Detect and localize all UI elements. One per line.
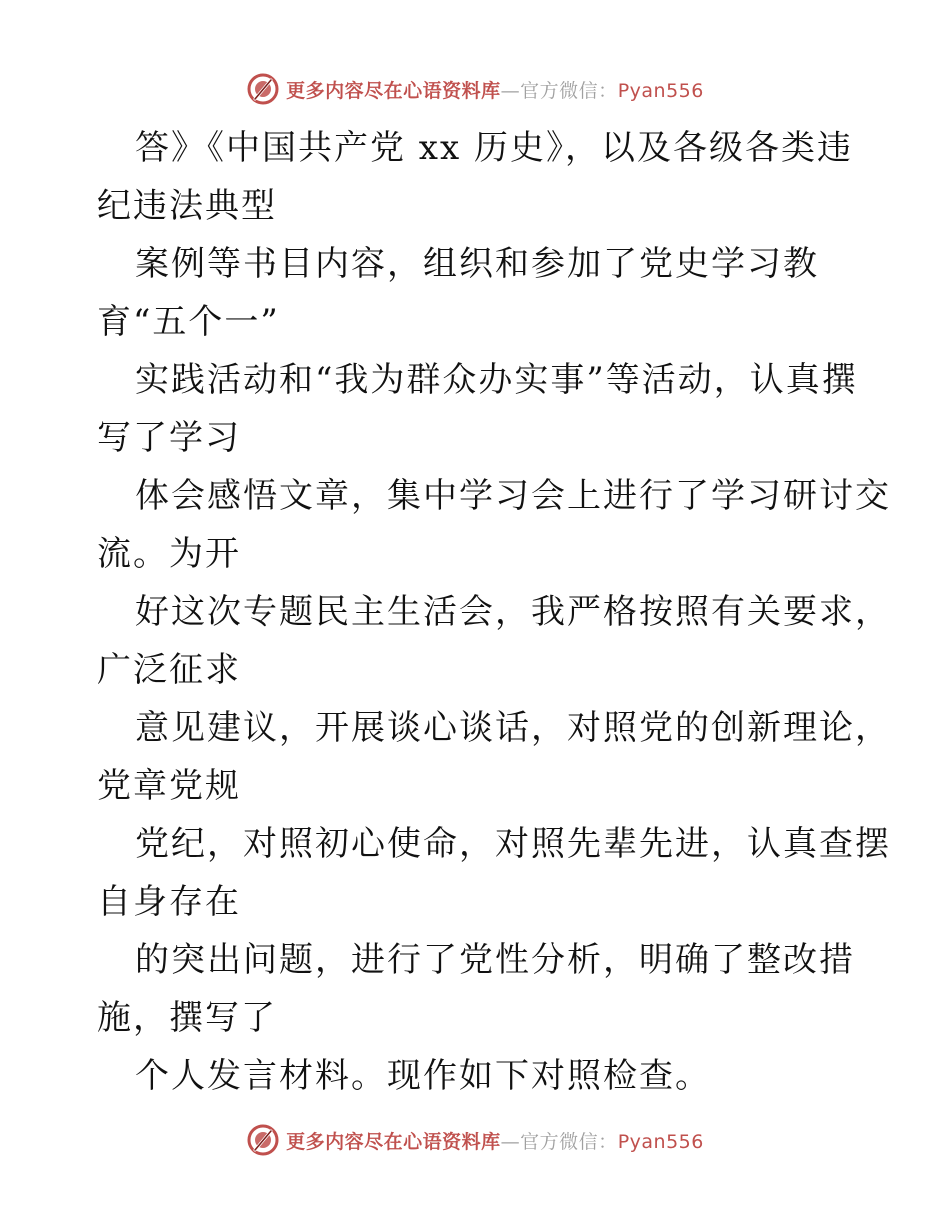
footer-watermark <box>0 1122 950 1158</box>
watermark-text <box>286 76 704 103</box>
watermark-separator: — <box>500 79 521 102</box>
body-line-15: 的突出问题，进行了党性分析，明确了整改措 <box>135 940 855 980</box>
watermark-label: 官方微信： <box>520 1130 618 1153</box>
watermark-separator: — <box>500 1130 521 1153</box>
body-line-7: 体会感悟文章，集中学习会上进行了学习研讨交 <box>135 476 891 516</box>
watermark-wechat-id: Pyan556 <box>617 1130 704 1153</box>
pen-logo-icon <box>246 72 280 106</box>
body-line-6: 写了学习 <box>97 418 241 458</box>
body-line-11: 意见建议，开展谈心谈话，对照党的创新理论， <box>135 708 891 748</box>
header-watermark <box>0 71 950 107</box>
body-line-2: 纪违法典型 <box>97 186 277 226</box>
body-line-12: 党章党规 <box>97 766 241 806</box>
body-line-4: 育“五个一” <box>97 302 280 342</box>
pen-logo-icon <box>246 1123 280 1157</box>
body-line-16: 施，撰写了 <box>97 998 277 1038</box>
body-line-1: 答》《中国共产党 xx 历史》，以及各级各类违 <box>135 128 853 168</box>
watermark-label: 官方微信： <box>520 79 618 102</box>
watermark-brand: 更多内容尽在心语资料库 <box>286 79 501 102</box>
body-line-14: 自身存在 <box>97 882 241 922</box>
watermark-wechat-id: Pyan556 <box>617 79 704 102</box>
body-line-8: 流。为开 <box>97 534 241 574</box>
body-line-13: 党纪，对照初心使命，对照先辈先进，认真查摆 <box>135 824 891 864</box>
body-line-3: 案例等书目内容，组织和参加了党史学习教 <box>135 244 819 284</box>
watermark-text <box>286 1127 704 1154</box>
watermark-brand: 更多内容尽在心语资料库 <box>286 1130 501 1153</box>
body-line-9: 好这次专题民主生活会，我严格按照有关要求， <box>135 592 891 632</box>
body-line-10: 广泛征求 <box>97 650 241 690</box>
body-line-17: 个人发言材料。现作如下对照检查。 <box>135 1056 711 1096</box>
body-line-5: 实践活动和“我为群众办实事”等活动，认真撰 <box>135 360 858 400</box>
